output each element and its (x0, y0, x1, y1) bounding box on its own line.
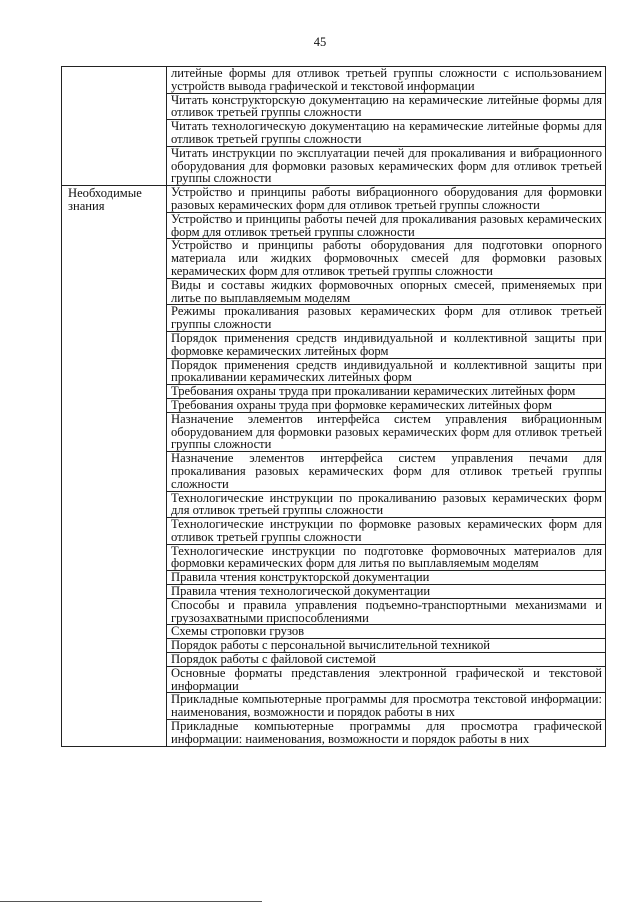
table-cell: Читать инструкции по эксплуатации печей для прокаливания и вибрационного оборудования для формовки разовых керамических форм для отливок третьей группы сложности (167, 146, 606, 185)
table-cell: Порядок работы с персональной вычислительной техникой (167, 639, 606, 653)
table-row (62, 186, 606, 213)
table-cell: Требования охраны труда при прокаливании керамических литейных форм (167, 385, 606, 399)
table-cell: Основные форматы представления электронной графической и текстовой информации (167, 666, 606, 693)
table-cell: Прикладные компьютерные программы для просмотра текстовой информации: наименования, возможности и порядок работы в них (167, 693, 606, 720)
table-cell: литейные формы для отливок третьей группы сложности с использованием устройств вывода графической и текстовой информации (167, 67, 606, 94)
table-cell: Прикладные компьютерные программы для просмотра графической информации: наименования, возможности и порядок работы в них (167, 720, 606, 747)
table-cell: Способы и правила управления подъемно-транспортными механизмами и грузозахватными приспособлениями (167, 598, 606, 625)
table-cell: Устройство и принципы работы печей для прокаливания разовых керамических форм для отливок третьей группы сложности (167, 212, 606, 239)
table-cell: Читать технологическую документацию на керамические литейные формы для отливок третьей группы сложности (167, 120, 606, 147)
page-number: 45 (313, 35, 327, 49)
table-cell: Порядок работы с файловой системой (167, 653, 606, 667)
knowledge-label: Необходимые знания (62, 186, 167, 746)
table-cell: Назначение элементов интерфейса систем управления печами для прокаливания разовых керамических форм для отливок третьей группы сложности (167, 452, 606, 491)
empty-label-cell (62, 67, 167, 186)
table-cell: Технологические инструкции по формовке разовых керамических форм для отливок третьей группы сложности (167, 518, 606, 545)
table-cell: Устройство и принципы работы вибрационного оборудования для формовки разовых керамических форм для отливок третьей группы сложности (167, 186, 606, 213)
table-cell: Порядок применения средств индивидуальной и коллективной защиты при формовке керамических литейных форм (167, 331, 606, 358)
table-cell: Схемы строповки грузов (167, 625, 606, 639)
knowledge-table (61, 66, 606, 747)
table-cell: Устройство и принципы работы оборудования для подготовки опорного материала или жидких формовочных смесей для формовки разовых керамических форм для отливок третьей группы сложности (167, 239, 606, 278)
table-cell: Технологические инструкции по прокаливанию разовых керамических форм для отливок третьей группы сложности (167, 491, 606, 518)
table-row (62, 67, 606, 94)
table-cell: Режимы прокаливания разовых керамических форм для отливок третьей группы сложности (167, 305, 606, 332)
table-cell: Правила чтения конструкторской документации (167, 571, 606, 585)
table-cell: Технологические инструкции по подготовке формовочных материалов для формовки керамических форм для литья по выплавляемым моделям (167, 544, 606, 571)
table-cell: Правила чтения технологической документации (167, 585, 606, 599)
table-cell: Порядок применения средств индивидуальной и коллективной защиты при прокаливании керамических литейных форм (167, 358, 606, 385)
table-cell: Требования охраны труда при формовке керамических литейных форм (167, 398, 606, 412)
table-cell: Виды и составы жидких формовочных опорных смесей, применяемых при литье по выплавляемым моделям (167, 278, 606, 305)
table-cell: Читать конструкторскую документацию на керамические литейные формы для отливок третьей группы сложности (167, 93, 606, 120)
footnote-divider (0, 901, 262, 902)
table-cell: Назначение элементов интерфейса систем управления вибрационным оборудованием для формовки разовых керамических форм для отливок третьей группы сложности (167, 412, 606, 451)
